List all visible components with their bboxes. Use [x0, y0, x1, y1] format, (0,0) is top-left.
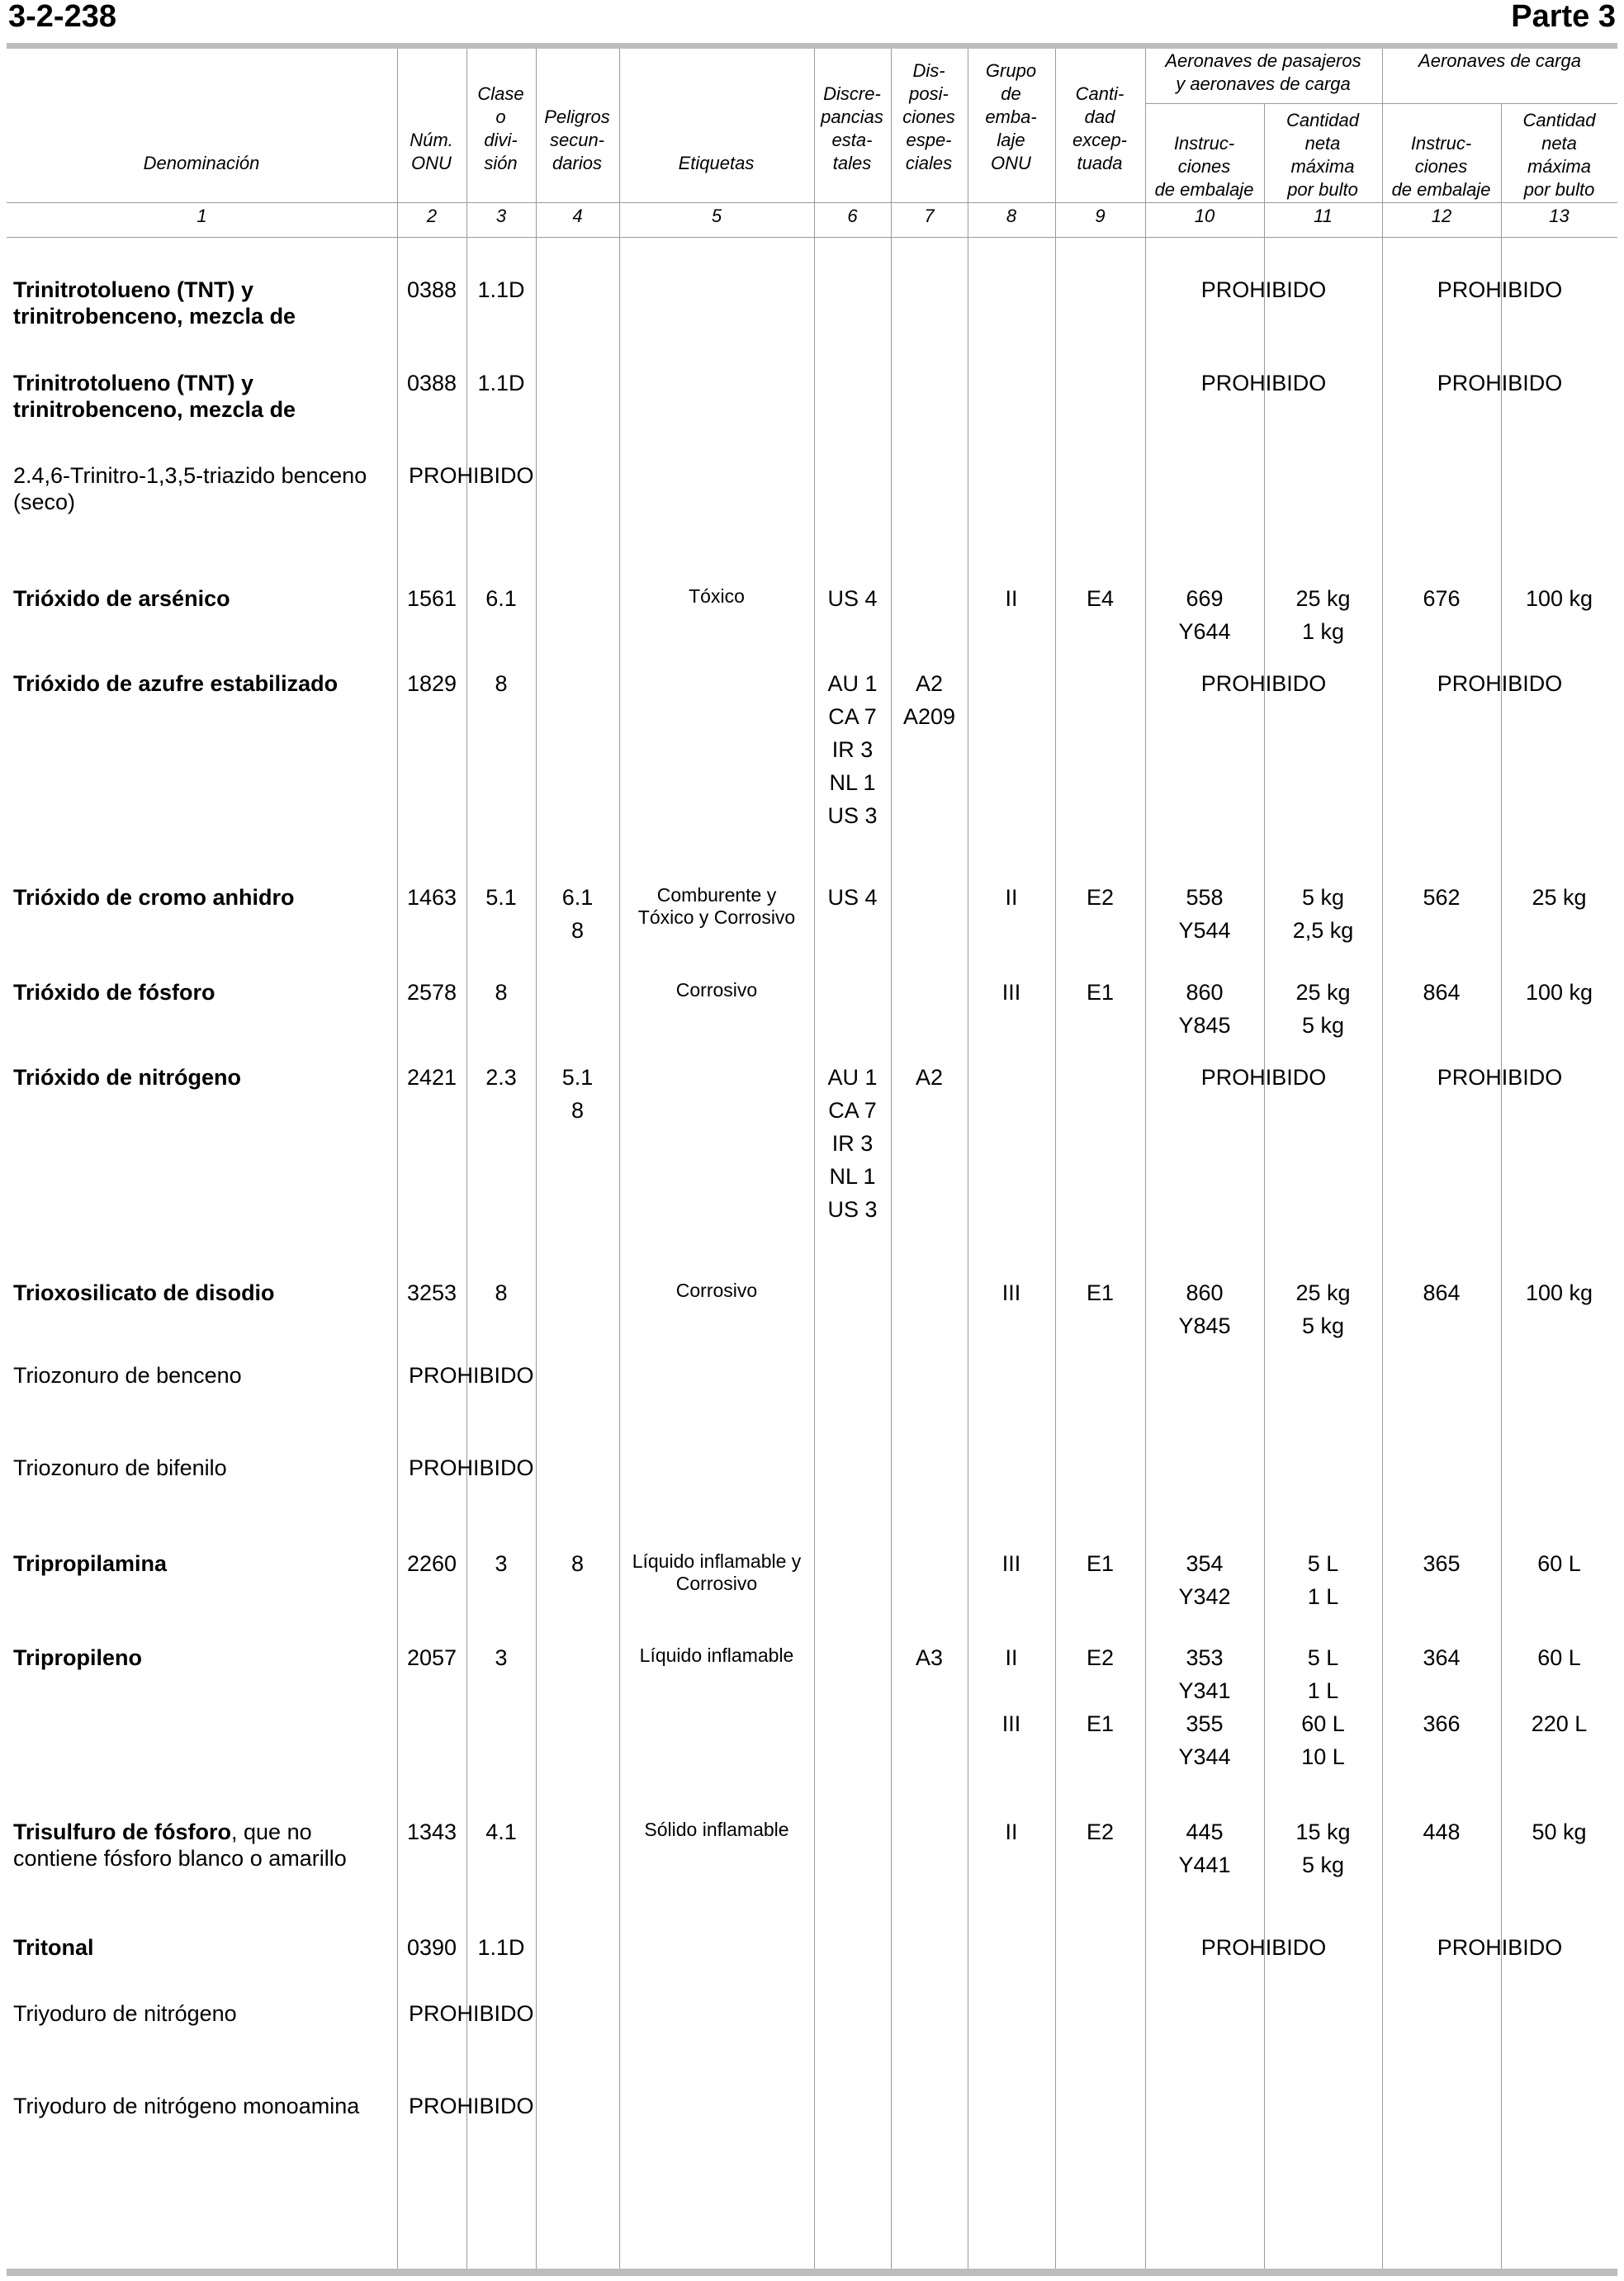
- row-pi-cargo: 448: [1423, 1820, 1461, 1844]
- row-labels: Sólido inflamable: [644, 1819, 789, 1840]
- col-header-qty-pax: Cantidad neta máxima por bulto: [1285, 110, 1360, 200]
- col-header-special: Dis- posi- ciones espe- ciales: [902, 60, 955, 173]
- row-un-number: 0390: [406, 1935, 457, 1960]
- row-packing-group: III: [1001, 1551, 1021, 1576]
- row-qty-cargo: 50 kg: [1532, 1820, 1587, 1844]
- group-header-cargo: Aeronaves de carga: [1418, 50, 1581, 71]
- col-header-labels: Etiquetas: [678, 153, 755, 173]
- column-number: 6: [847, 206, 858, 226]
- row-un-number: 2421: [406, 1065, 457, 1090]
- col-header-class: Clase o divi- sión: [477, 83, 524, 173]
- row-class: 8: [495, 1280, 508, 1305]
- row-class: 8: [495, 671, 508, 696]
- row-un-number: 3253: [406, 1280, 457, 1305]
- row-pi-passenger: 354 Y342: [1178, 1551, 1231, 1609]
- row-pi-cargo: 364 366: [1423, 1645, 1461, 1736]
- row-excepted-qty: E4: [1086, 586, 1115, 611]
- row-prohibited: PROHIBIDO: [409, 2094, 534, 2118]
- row-pi-cargo: 864: [1423, 1280, 1461, 1305]
- row-packing-group: II: [1005, 586, 1018, 611]
- row-un-number: 1343: [406, 1820, 457, 1844]
- row-qty-passenger: 5 kg 2,5 kg: [1292, 885, 1354, 943]
- row-excepted-qty: E1: [1086, 1280, 1115, 1305]
- row-denomination: Trióxido de fósforo: [13, 980, 215, 1005]
- row-labels: Tóxico: [689, 585, 745, 607]
- row-un-number: 2260: [406, 1551, 457, 1576]
- row-un-number: 1463: [406, 885, 457, 910]
- row-qty-cargo: 100 kg: [1525, 980, 1593, 1005]
- row-excepted-qty: E1: [1086, 1551, 1115, 1576]
- col-header-pg: Grupo de emba- laje ONU: [985, 60, 1037, 173]
- group-header-passenger: Aeronaves de pasajeros y aeronaves de carga: [1165, 50, 1361, 94]
- row-un-number: 1561: [406, 586, 457, 611]
- row-excepted-qty: E2: [1086, 885, 1115, 910]
- row-subsidiary: 5.1 8: [561, 1065, 594, 1123]
- row-cargo-prohibited: PROHIBIDO: [1437, 371, 1563, 395]
- column-rule: [1055, 49, 1056, 2269]
- row-qty-passenger: 5 L 1 L 60 L 10 L: [1301, 1645, 1345, 1769]
- row-cargo-prohibited: PROHIBIDO: [1437, 1935, 1563, 1960]
- row-subsidiary: 8: [571, 1551, 585, 1576]
- row-class: 1.1D: [477, 371, 525, 395]
- row-special-provisions: A3: [915, 1645, 944, 1670]
- row-prohibited: PROHIBIDO: [409, 1455, 534, 1480]
- row-state-variations: US 4: [827, 885, 878, 910]
- row-passenger-prohibited: PROHIBIDO: [1200, 1935, 1327, 1960]
- col-header-pi-cargo: Instruc- ciones de embalaje: [1391, 133, 1491, 200]
- column-number: 10: [1194, 206, 1215, 226]
- row-denomination: 2.4,6-Trinitro-1,3,5-triazido benceno (seco): [13, 463, 367, 514]
- row-cargo-prohibited: PROHIBIDO: [1437, 671, 1563, 696]
- row-denomination: Tritonal: [13, 1935, 94, 1960]
- col-header-un: Núm. ONU: [410, 130, 453, 173]
- row-un-number: 0388: [406, 371, 457, 395]
- row-prohibited: PROHIBIDO: [409, 1363, 534, 1388]
- row-labels: Corrosivo: [675, 1280, 758, 1301]
- row-qty-passenger: 25 kg 5 kg: [1295, 1280, 1351, 1338]
- column-rule: [619, 49, 620, 2269]
- col-header-state: Discre- pancias esta- tales: [821, 83, 883, 173]
- row-pi-passenger: 860 Y845: [1178, 980, 1231, 1038]
- bottom-rule: [7, 2269, 1617, 2276]
- row-state-variations: AU 1 CA 7 IR 3 NL 1 US 3: [827, 1065, 878, 1222]
- row-denomination: Tripropilamina: [13, 1551, 168, 1576]
- row-pi-passenger: 558 Y544: [1178, 885, 1231, 943]
- row-cargo-prohibited: PROHIBIDO: [1437, 277, 1563, 302]
- column-rule: [891, 49, 892, 2269]
- col-header-pi-pax: Instruc- ciones de embalaje: [1154, 133, 1254, 200]
- row-pi-cargo: 365: [1423, 1551, 1461, 1576]
- header-rule: [7, 202, 1617, 203]
- row-subsidiary: 6.1 8: [561, 885, 594, 943]
- col-header-denominacion: Denominación: [143, 153, 260, 173]
- row-denomination: Trinitrotolueno (TNT) y trinitrobenceno, mezcla de: [13, 277, 296, 329]
- column-number: 13: [1549, 206, 1570, 226]
- column-number: 7: [924, 206, 935, 226]
- row-pi-passenger: 353 Y341 355 Y344: [1178, 1645, 1231, 1769]
- row-cargo-prohibited: PROHIBIDO: [1437, 1065, 1563, 1090]
- row-denomination: Tripropileno: [13, 1645, 143, 1670]
- row-denomination: Trisulfuro de fósforo, que no contiene fósforo blanco o amarillo: [13, 1820, 347, 1871]
- row-excepted-qty: E2: [1086, 1820, 1115, 1844]
- row-labels: Comburente y Tóxico y Corrosivo: [637, 884, 796, 928]
- row-denomination: Trióxido de cromo anhidro: [13, 885, 295, 910]
- row-special-provisions: A2 A209: [902, 671, 956, 729]
- row-class: 8: [495, 980, 508, 1005]
- row-passenger-prohibited: PROHIBIDO: [1200, 671, 1327, 696]
- row-excepted-qty: E1: [1086, 980, 1115, 1005]
- row-class: 3: [495, 1551, 508, 1576]
- row-qty-passenger: 25 kg 1 kg: [1295, 586, 1351, 644]
- row-qty-cargo: 60 L: [1537, 1551, 1581, 1576]
- column-number: 2: [426, 206, 438, 226]
- column-number: 4: [572, 206, 583, 226]
- row-qty-cargo: 60 L 220 L: [1531, 1645, 1588, 1736]
- col-header-eq: Canti- dad excep- tuada: [1072, 83, 1128, 173]
- page-number: 3-2-238: [8, 0, 116, 34]
- row-class: 3: [495, 1645, 508, 1670]
- row-un-number: 1829: [406, 671, 457, 696]
- col-header-subsidiary: Peligros secun- darios: [544, 106, 610, 173]
- row-denomination: Triozonuro de benceno: [13, 1363, 242, 1388]
- row-pi-passenger: 669 Y644: [1178, 586, 1231, 644]
- column-number: 9: [1095, 206, 1106, 226]
- column-number: 1: [196, 206, 207, 226]
- row-passenger-prohibited: PROHIBIDO: [1200, 277, 1327, 302]
- row-packing-group: II III: [1001, 1645, 1021, 1736]
- row-un-number: 2578: [406, 980, 457, 1005]
- row-pi-cargo: 676: [1423, 586, 1461, 611]
- row-qty-passenger: 15 kg 5 kg: [1295, 1820, 1351, 1877]
- col-header-qty-cargo: Cantidad neta máxima por bulto: [1522, 110, 1596, 200]
- row-class: 4.1: [485, 1820, 517, 1844]
- row-denomination: Trióxido de nitrógeno: [13, 1065, 241, 1090]
- row-labels: Corrosivo: [675, 979, 758, 1001]
- row-packing-group: III: [1001, 1280, 1021, 1305]
- row-labels: Líquido inflamable y Corrosivo: [632, 1550, 802, 1594]
- row-excepted-qty: E2 E1: [1086, 1645, 1115, 1736]
- row-pi-cargo: 864: [1423, 980, 1461, 1005]
- row-packing-group: III: [1001, 980, 1021, 1005]
- row-prohibited: PROHIBIDO: [409, 463, 534, 488]
- row-packing-group: II: [1005, 885, 1018, 910]
- row-packing-group: II: [1005, 1820, 1018, 1844]
- row-class: 5.1: [485, 885, 517, 910]
- column-number: 5: [711, 206, 722, 226]
- row-denomination: Trinitrotolueno (TNT) y trinitrobenceno, mezcla de: [13, 371, 296, 422]
- part-label: Parte 3: [1511, 0, 1616, 34]
- row-denomination: Trioxosilicato de disodio: [13, 1280, 275, 1305]
- row-un-number: 2057: [406, 1645, 457, 1670]
- row-qty-cargo: 100 kg: [1525, 586, 1593, 611]
- header-rule-group: [1145, 103, 1617, 104]
- column-number: 12: [1431, 206, 1452, 226]
- row-denomination: Trióxido de azufre estabilizado: [13, 671, 339, 696]
- row-special-provisions: A2: [915, 1065, 944, 1090]
- top-rule: [7, 43, 1617, 49]
- row-passenger-prohibited: PROHIBIDO: [1200, 1065, 1327, 1090]
- row-pi-passenger: 445 Y441: [1178, 1820, 1231, 1877]
- row-denomination: Triyoduro de nitrógeno: [13, 2001, 237, 2026]
- row-denomination: Trióxido de arsénico: [13, 586, 230, 611]
- row-pi-passenger: 860 Y845: [1178, 1280, 1231, 1338]
- row-class: 6.1: [485, 586, 517, 611]
- row-class: 2.3: [485, 1065, 517, 1090]
- column-number: 8: [1006, 206, 1017, 226]
- column-rule: [536, 49, 537, 2269]
- row-prohibited: PROHIBIDO: [409, 2001, 534, 2026]
- row-passenger-prohibited: PROHIBIDO: [1200, 371, 1327, 395]
- row-labels: Líquido inflamable: [639, 1644, 794, 1666]
- column-number: 3: [495, 206, 507, 226]
- column-number: 11: [1314, 206, 1333, 226]
- row-class: 1.1D: [477, 277, 525, 302]
- row-qty-cargo: 25 kg: [1532, 885, 1587, 910]
- row-pi-cargo: 562: [1423, 885, 1461, 910]
- row-state-variations: US 4: [827, 586, 878, 611]
- row-qty-passenger: 5 L 1 L: [1307, 1551, 1339, 1609]
- row-state-variations: AU 1 CA 7 IR 3 NL 1 US 3: [827, 671, 878, 828]
- row-denomination: Triyoduro de nitrógeno monoamina: [13, 2094, 360, 2118]
- row-class: 1.1D: [477, 1935, 525, 1960]
- row-un-number: 0388: [406, 277, 457, 302]
- row-qty-cargo: 100 kg: [1525, 1280, 1593, 1305]
- row-qty-passenger: 25 kg 5 kg: [1295, 980, 1351, 1038]
- numbers-rule: [7, 237, 1617, 238]
- row-denomination: Triozonuro de bifenilo: [13, 1455, 227, 1480]
